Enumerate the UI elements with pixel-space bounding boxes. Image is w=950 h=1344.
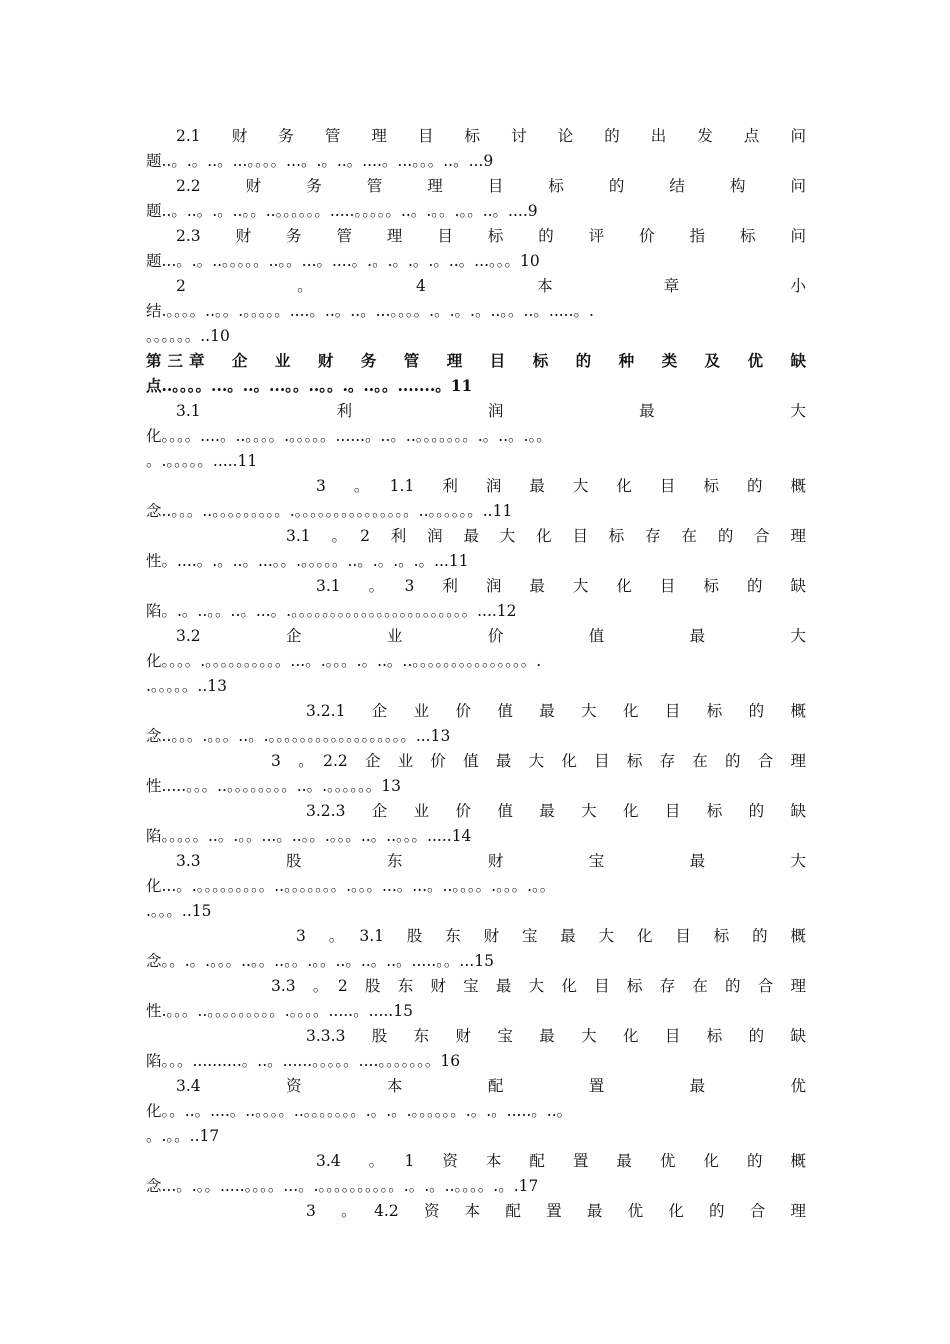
- toc-chapter-3[interactable]: 第三章 企 业 财 务 管 理 目 标 的 种 类 及 优 缺: [146, 351, 806, 370]
- toc-entry-3-1-3-leader: 陷。.。..。。..。...。.。。。。。。。。。。。。。。。。。。。。。。。....12: [146, 602, 517, 620]
- toc-entry-3-4-leader-end: 。.。。..17: [146, 1127, 220, 1145]
- toc-entry-3-4[interactable]: 3.4 资 本 配 置 最 优: [176, 1077, 806, 1095]
- toc-entry-3-1-1-leader: 念..。。。..。。。。。。。。。.。。。。。。。。。。。。。。。..。。。。。。..11: [146, 502, 513, 520]
- toc-entry-3-4-leader: 化。。..。....。..。。。。..。。。。。。。.。.。.。。。。。。.。.。.....。..。: [146, 1102, 573, 1120]
- toc-entry-3-4-1[interactable]: 3.4 。 1 资 本 配 置 最 优 化 的 概: [316, 1152, 806, 1170]
- toc-entry-3-2-leader: 化。。。。.。。。。。。。。。。...。.。。。.。..。..。。。。。。。。。。。。。。。.: [146, 652, 542, 670]
- toc-entry-3-3-2[interactable]: 3.3 。 2 股 东 财 宝 最 大 化 目 标 存 在 的 合 理: [271, 977, 806, 995]
- toc-entry-3-3-1-leader: 念。。.。.。。。..。。..。。.。。..。..。..。.....。。...15: [146, 952, 494, 970]
- toc-entry-3-1-leader-end: 。.。。。。。.....11: [146, 452, 258, 470]
- toc-entry-3-1-1[interactable]: 3 。 1.1 利 润 最 大 化 目 标 的 概: [316, 477, 806, 495]
- toc-entry-3-3[interactable]: 3.3 股 东 财 宝 最 大: [176, 852, 806, 870]
- toc-entry-3-1-2[interactable]: 3.1 。 2 利 润 最 大 化 目 标 存 在 的 合 理: [286, 527, 806, 545]
- toc-entry-3-3-leader: 化...。.。。。。。。。。。..。。。。。。。.。。。...。...。..。。。。.。。。.。。: [146, 877, 556, 895]
- toc-entry-3-1-leader: 化。。。。....。..。。。。.。。。。。......。..。..。。。。。。。.。..。.。。: [146, 427, 552, 445]
- toc-entry-2-4-leader-end: 。。。。。。..10: [146, 327, 230, 345]
- toc-entry-2-4[interactable]: 2 。 4 本 章 小: [176, 277, 806, 295]
- toc-entry-3-2-2-leader: 性.....。。。..。。。。。。。。..。.。。。。。。13: [146, 777, 401, 795]
- toc-entry-2-4-leader: 结.。。。。..。。.。。。。。....。..。..。...。。。。.。.。.。..。。..。.....。.: [146, 302, 594, 320]
- toc-entry-3-2[interactable]: 3.2 企 业 价 值 最 大: [176, 627, 806, 645]
- toc-entry-2-2-leader: 题..。..。.。..。。..。。。。。。.....。。。。。..。.。。.。。..。....9: [146, 202, 538, 220]
- toc-entry-3-3-3-leader: 陷。。。..........。..。......。。。。。....。。。。。。。16: [146, 1052, 461, 1070]
- toc-entry-3-3-2-leader: 性.。。。..。。。。。。。。。.。。。。.....。.....15: [146, 1002, 413, 1020]
- toc-entry-3-1-3[interactable]: 3.1 。 3 利 润 最 大 化 目 标 的 缺: [316, 577, 806, 595]
- toc-entry-3-2-2[interactable]: 3 。 2.2 企 业 价 值 最 大 化 目 标 存 在 的 合 理: [271, 752, 806, 770]
- toc-entry-3-3-leader-end: .。。。..15: [146, 902, 212, 920]
- toc-entry-3-2-3-leader: 陷。。。。。..。.。。...。..。。.。。。..。..。。。.....14: [146, 827, 472, 845]
- toc-entry-3-3-3[interactable]: 3.3.3 股 东 财 宝 最 大 化 目 标 的 缺: [306, 1027, 806, 1045]
- toc-entry-2-3-leader: 题...。.。..。。。。。..。。...。....。.。.。.。.。..。...。。。10: [146, 252, 540, 270]
- toc-entry-3-1-2-leader: 性。....。.。..。...。。.。。。。。..。.。.。.。...11: [146, 552, 469, 570]
- toc-entry-3-2-1-leader: 念..。。。.。。。..。.。。。。。。。。。。。。。。。。。。...13: [146, 727, 451, 745]
- toc-entry-3-3-1[interactable]: 3 。 3.1 股 东 财 宝 最 大 化 目 标 的 概: [296, 927, 806, 945]
- toc-entry-3-1[interactable]: 3.1 利 润 最 大: [176, 402, 806, 420]
- toc-entry-3-4-1-leader: 念...。.。。.....。。。。...。.。。。。。。。。。。.。.。..。。。。.。.17: [146, 1177, 539, 1195]
- toc-entry-3-2-leader-end: .。。。。。..13: [146, 677, 228, 695]
- toc-entry-2-1-leader: 题..。.。..。...。。。。...。.。..。....。...。。。..。...9: [146, 152, 494, 170]
- toc-entry-2-1[interactable]: 2.1 财 务 管 理 目 标 讨 论 的 出 发 点 问: [176, 127, 806, 145]
- toc-entry-2-3[interactable]: 2.3 财 务 管 理 目 标 的 评 价 指 标 问: [176, 227, 806, 245]
- toc-entry-3-4-2[interactable]: 3 。 4.2 资 本 配 置 最 优 化 的 合 理: [306, 1202, 806, 1220]
- toc-entry-2-2[interactable]: 2.2 财 务 管 理 目 标 的 结 构 问: [176, 177, 806, 195]
- toc-entry-3-2-3[interactable]: 3.2.3 企 业 价 值 最 大 化 目 标 的 缺: [306, 802, 806, 820]
- toc-entry-3-2-1[interactable]: 3.2.1 企 业 价 值 最 大 化 目 标 的 概: [306, 702, 806, 720]
- toc-chapter-3-leader: 点..。。。。...。..。...。。..。。.。..。。.......。11: [146, 376, 473, 395]
